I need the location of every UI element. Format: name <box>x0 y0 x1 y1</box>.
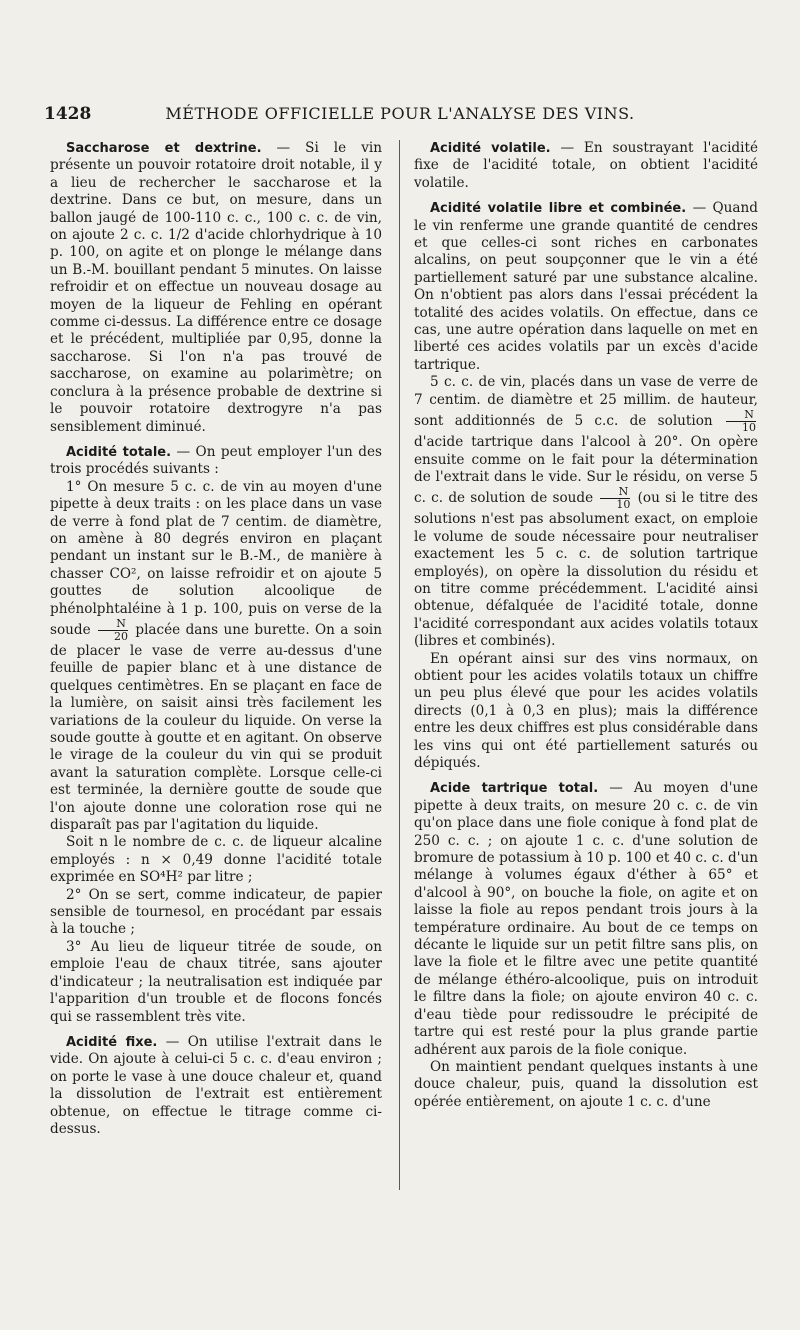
text-acidite-volatile: — En soustrayant l'acidité fixe de l'acidité totale, on obtient l'acidité volatile. <box>414 140 758 191</box>
text-method-1b: placée dans une burette. On a soin de placer le vase de verre au-dessus d'une feuille de papier blanc et à une distance de quelques centimètres. En se plaçant en face de la lumière, on saisit ainsi très facilement les variations de la couleur du liquide. On verse la soude goutte à goutte et en agitant. On observe le virage de la couleur du vin qui se produit avant la saturation complète. Lorsque celle-ci est terminée, la dernière goutte de soude que l'on ajoute donne une coloration rose qui ne disparaît pas par l'agitation du liquide. <box>50 621 382 834</box>
heading-acidite-totale: Acidité totale. <box>66 444 172 460</box>
fraction-denominator: 20 <box>114 629 129 643</box>
heading-volatile-libre: Acidité volatile libre et combinée. <box>430 201 687 217</box>
fraction-n-10-soude <box>600 486 630 511</box>
paragraph-acidite-totale <box>50 444 382 479</box>
paragraph-method-2: 2° On se sert, comme indicateur, de papier sensible de tournesol, en procédant par essais à la touche ; <box>50 886 382 938</box>
paragraph-method-3: 3° Au lieu de liqueur titrée de soude, on emploie l'eau de chaux titrée, sans ajouter d'indicateur ; la neutralisation est indiquée par l'apparition d'un trouble et de flocons foncés qui se rassemblent très vite. <box>50 938 382 1025</box>
left-column <box>50 140 382 1138</box>
page-number: 1428 <box>44 104 92 124</box>
text-procedure-c: (ou si le titre des solutions n'est pas absolument exact, on emploie le volume de soude nécessaire pour neutraliser exactement les 5 c. c. de solution tartrique employés), on opère la dissolution du résidu et on titre comme précédemment. L'acidité ainsi obtenue, défalquée de l'acidité totale, donne l'acidité correspondant aux acides volatils totaux (libres et combinés). <box>414 490 758 650</box>
fraction-denominator: 10 <box>742 421 756 435</box>
paragraph-formula: Soit n le nombre de c. c. de liqueur alcaline employés : n × 0,49 donne l'acidité totale exprimée en SO⁴H² par litre ; <box>50 834 382 886</box>
paragraph-acidite-volatile <box>414 140 758 192</box>
text-saccharose: — Si le vin présente un pouvoir rotatoire droit notable, il y a lieu de rechercher le saccharose et la dextrine. Dans ce but, on mesure, dans un ballon jaugé de 100-110 c. c., 100 c. c. de vin, on ajoute 2 c. c. 1/2 d'acide chlorhydrique à 10 p. 100, on agite et on plonge le mélange dans un B.-M. bouillant pendant 5 minutes. On laisse refroidir et on effectue un nouveau dosage au moyen de la liqueur de Fehling en opérant comme ci-dessus. La différence entre ce dosage et le précédent, multipliée par 0,95, donne la saccharose. Si l'on n'a pas trouvé de saccharose, on examine au polarimètre; on conclura à la présence probable de dextrine si le pouvoir rotatoire dextrogyre n'a pas sensiblement diminué. <box>50 140 382 435</box>
text-method-1a: 1° On mesure 5 c. c. de vin au moyen d'une pipette à deux traits : on les place dans un vase de verre à fond plat de 7 centim. de diamètre, on amène à 80 degrés environ en plaçant pendant un instant sur le B.-M., de manière à chasser CO², on laisse refroidir et on ajoute 5 gouttes de solution alcoolique de phénolphtaléine à 1 p. 100, puis on verse de la soude <box>50 478 382 638</box>
paragraph-saccharose <box>50 140 382 436</box>
heading-acidite-volatile: Acidité volatile. <box>430 141 551 156</box>
fraction-denominator: 10 <box>616 498 631 512</box>
paragraph-volatile-libre <box>414 200 758 374</box>
text-procedure-b: d'acide tartrique dans l'alcool à 20°. On opère ensuite comme on le fait pour la détermination de l'extrait dans le vide. Sur le résidu, on verse 5 c. c. de solution de soude <box>414 434 758 507</box>
heading-saccharose: Saccharose et dextrine. <box>66 141 262 156</box>
fraction-numerator: N <box>726 409 756 422</box>
paragraph-acidite-fixe <box>50 1034 382 1138</box>
column-divider <box>399 140 400 1190</box>
text-volatile-libre: — Quand le vin renferme une grande quantité de cendres et que celles-ci sont riches en carbonates alcalins, on peut soupçonner que le vin a été partiellement saturé par une substance alcaline. On n'obtient pas alors dans l'essai précédent la totalité des acides volatils. On effectue, dans ce cas, une autre opération dans laquelle on met en liberté ces acides volatils par un excès d'acide tartrique. <box>414 200 758 373</box>
text-procedure-a: 5 c. c. de vin, placés dans un vase de verre de 7 centim. de diamètre et 25 millim. de hauteur, sont additionnés de 5 c.c. de solution <box>414 374 758 430</box>
paragraph-acide-tartrique <box>414 780 758 1059</box>
page-header <box>44 104 756 128</box>
heading-acidite-fixe: Acidité fixe. <box>66 1034 158 1050</box>
fraction-numerator: N <box>98 618 128 631</box>
text-acidite-totale: — On peut employer l'un des trois procédés suivants : <box>50 443 382 478</box>
fraction-numerator: N <box>600 486 630 499</box>
running-title: MÉTHODE OFFICIELLE POUR L'ANALYSE DES VINS. <box>165 104 635 123</box>
fraction-n-20 <box>98 618 128 643</box>
paragraph-procedure <box>414 374 758 650</box>
text-acide-tartrique: — Au moyen d'une pipette à deux traits, on mesure 20 c. c. de vin qu'on place dans une fiole conique à fond plat de 250 c. c. ; on ajoute 1 c. c. d'une solution de bromure de potassium à 10 p. 100 et 40 c. c. d'un mélange à volumes égaux d'éther à 65° et d'alcool à 90°, on bouche la fiole, on agite et on laisse la fiole au repos pendant trois jours à la température ordinaire. Au bout de ce temps on décante le liquide sur un petit filtre sans plis, on lave la fiole et le filtre avec une petite quantité de mélange éthéro-alcoolique, puis on introduit le filtre dans la fiole; on ajoute environ 40 c. c. d'eau tiède pour redissoudre le précipité de tartre qui est resté pour la plus grande partie adhérent aux parois de la fiole conique. <box>414 780 758 1058</box>
paragraph-vins-normaux: En opérant ainsi sur des vins normaux, on obtient pour les acides volatils totaux un chiffre un peu plus élevé que pour les acides volatils directs (0,1 à 0,3 en plus); mais la différence entre les deux chiffres est plus considérable dans les vins qui ont été partiellement saturés ou dépiqués. <box>414 650 758 771</box>
paragraph-douce-chaleur: On maintient pendant quelques instants à une douce chaleur, puis, quand la dissolution est opérée entièrement, on ajoute 1 c. c. d'une <box>414 1058 758 1110</box>
right-column <box>414 140 758 1111</box>
paragraph-method-1 <box>50 479 382 835</box>
text-acidite-fixe: — On utilise l'extrait dans le vide. On ajoute à celui-ci 5 c. c. d'eau environ ; on porte le vase à une douce chaleur et, quand la dissolution de l'extrait est entièrement obtenue, on effectue le titrage comme ci-dessus. <box>50 1033 382 1137</box>
heading-acide-tartrique: Acide tartrique total. <box>430 781 599 797</box>
fraction-n-10-tartrique <box>726 409 756 434</box>
